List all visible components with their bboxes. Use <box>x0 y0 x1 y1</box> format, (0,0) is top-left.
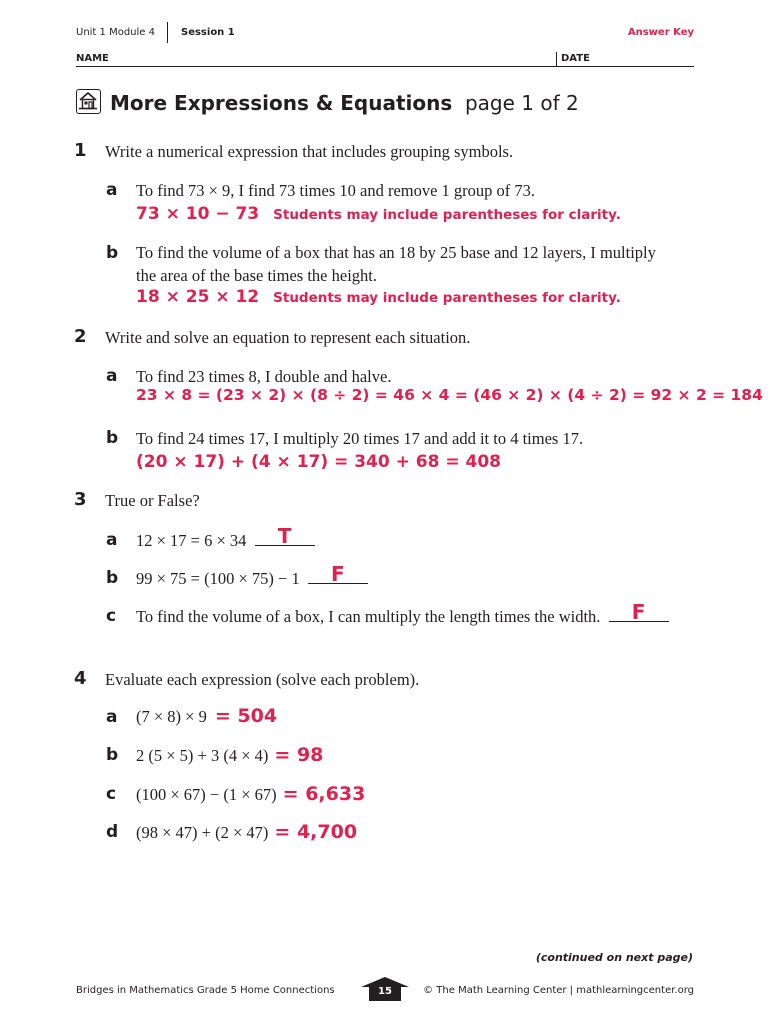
problem-prompt: Evaluate each expression (solve each problem). <box>105 670 420 689</box>
item-letter: b <box>106 745 119 765</box>
continued-note: (continued on next page) <box>535 951 693 964</box>
problem-number: 1 <box>74 140 87 161</box>
answer-value: = 98 <box>274 744 324 766</box>
item-text-line1: To find the volume of a box that has an 18 by 25 base and 12 layers, I multiply <box>136 243 656 262</box>
evaluate-item <box>136 744 323 766</box>
page-title-page: page 1 of 2 <box>464 91 579 115</box>
problem-prompt: True or False? <box>105 491 200 510</box>
page-title-main: More Expressions & Equations <box>110 91 453 115</box>
problem-number: 2 <box>74 326 87 347</box>
home-connection-house-icon <box>76 89 101 114</box>
name-date-line <box>76 66 694 67</box>
item-answer <box>136 204 621 224</box>
answer-key-label: Answer Key <box>627 27 694 38</box>
item-text-line2: the area of the base times the height. <box>136 266 377 285</box>
session-label: Session 1 <box>181 27 235 38</box>
item-letter: d <box>106 822 119 842</box>
true-false-item <box>136 524 315 551</box>
true-false-item <box>136 562 368 589</box>
page-title <box>110 91 579 115</box>
unit-module-label: Unit 1 Module 4 <box>76 27 155 38</box>
item-text: (100 × 67) − (1 × 67) <box>136 785 277 804</box>
answer-value: = 4,700 <box>274 821 358 843</box>
footer-copyright: © The Math Learning Center | mathlearningcenter.org <box>423 985 694 996</box>
answer-note: Students may include parentheses for clarity. <box>273 290 621 306</box>
answer-expression: 18 × 25 × 12 <box>136 287 260 307</box>
evaluate-item <box>136 821 357 843</box>
answer-note: Students may include parentheses for clarity. <box>273 207 621 223</box>
problem-prompt: Write a numerical expression that includes grouping symbols. <box>105 142 514 161</box>
item-letter: a <box>106 707 118 727</box>
item-letter: b <box>106 428 119 448</box>
item-text: (7 × 8) × 9 <box>136 707 207 726</box>
item-text: To find 23 times 8, I double and halve. <box>136 367 392 386</box>
answer-mark: T <box>277 524 292 548</box>
item-answer <box>136 287 621 307</box>
item-letter: c <box>106 606 117 626</box>
answer-value: = 6,633 <box>282 783 366 805</box>
answer-mark: F <box>631 600 646 624</box>
answer-blank[interactable] <box>255 524 315 548</box>
problem-number: 4 <box>74 668 87 689</box>
item-text: (98 × 47) + (2 × 47) <box>136 823 269 842</box>
item-letter: a <box>106 530 118 550</box>
item-text: 12 × 17 = 6 × 34 <box>136 531 247 550</box>
item-text: 99 × 75 = (100 × 75) − 1 <box>136 569 300 588</box>
item-text: To find the volume of a box, I can multiply the length times the width. <box>136 607 601 626</box>
evaluate-item <box>136 705 277 727</box>
item-letter: c <box>106 784 117 804</box>
item-text: 2 (5 × 5) + 3 (4 × 4) <box>136 746 269 765</box>
item-text: To find 24 times 17, I multiply 20 times 17 and add it to 4 times 17. <box>136 429 584 448</box>
evaluate-item <box>136 783 365 805</box>
header-divider <box>167 22 168 43</box>
footer-source: Bridges in Mathematics Grade 5 Home Connections <box>76 985 335 996</box>
answer-mark: F <box>331 562 345 586</box>
problem-prompt: Write and solve an equation to represent each situation. <box>105 328 471 347</box>
item-letter: a <box>106 366 118 386</box>
item-letter: b <box>106 243 119 263</box>
answer-expression: 73 × 10 − 73 <box>136 204 260 224</box>
item-letter: b <box>106 568 119 588</box>
name-label: NAME <box>76 53 109 64</box>
answer-value: = 504 <box>214 705 278 727</box>
problem-number: 3 <box>74 489 87 510</box>
item-text: To find 73 × 9, I find 73 times 10 and remove 1 group of 73. <box>136 181 536 200</box>
item-letter: a <box>106 180 118 200</box>
date-label: DATE <box>561 53 590 64</box>
answer-blank[interactable] <box>609 600 669 624</box>
date-divider <box>556 52 557 66</box>
answer-equation: 23 × 8 = (23 × 2) × (8 ÷ 2) = 46 × 4 = (46 × 2) × (4 ÷ 2) = 92 × 2 = 184 <box>136 386 763 404</box>
answer-equation: (20 × 17) + (4 × 17) = 340 + 68 = 408 <box>136 452 501 472</box>
answer-blank[interactable] <box>308 562 368 586</box>
page-number-badge <box>361 977 409 1001</box>
page-number: 15 <box>378 986 392 997</box>
true-false-item <box>136 600 669 627</box>
